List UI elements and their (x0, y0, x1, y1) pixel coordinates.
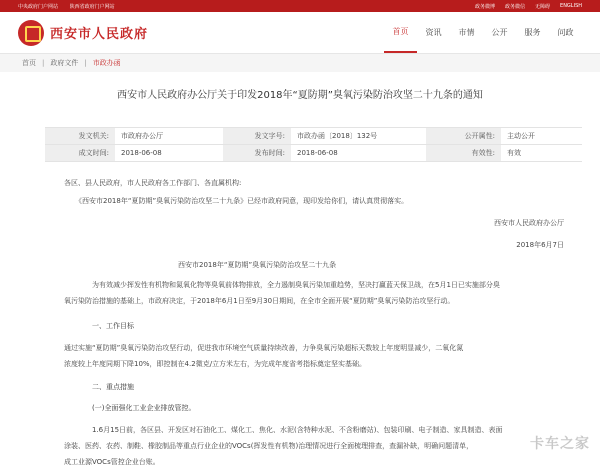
main-nav (384, 12, 582, 53)
meta-attr-label: 公开属性: (426, 128, 501, 145)
link-english[interactable]: ENGLISH (560, 2, 582, 9)
top-bar (0, 0, 600, 12)
meta-docno-label: 发文字号: (223, 128, 291, 145)
para3-line3: 成工业源VOCs管控企业台账。 (64, 458, 160, 465)
meta-published-value: 2018-06-08 (291, 145, 426, 162)
link-central-gov[interactable]: 中央政府门户网站 (18, 3, 59, 10)
para1-line2: 氧污染防治措施的基础上，市政府决定，于2018年6月1日至9月30日期间，在全市全面开展“夏防期”臭氧污染防治攻坚行动。 (64, 297, 455, 305)
para3-line1: 1.6月15日前，各区县、开发区对石油化工、煤化工、焦化、水泥(含特种水泥、不含粉磨站)、包装印刷、电子制造、家具制造、表面 (92, 426, 503, 434)
city-emblem-icon (18, 20, 44, 46)
site-logo[interactable] (18, 20, 148, 46)
nav-services[interactable]: 服务 (524, 28, 541, 37)
link-accessibility[interactable]: 无障碍 (535, 3, 551, 10)
breadcrumb-home[interactable]: 首页 (22, 59, 36, 67)
top-right-links (475, 3, 582, 10)
meta-created-value: 2018-06-08 (115, 145, 223, 162)
top-left-links (18, 3, 125, 10)
sub-title: 西安市2018年“夏防期”臭氧污染防治攻坚二十九条 (178, 261, 337, 269)
logo-text: 西安市人民政府 (50, 27, 149, 42)
meta-published-label: 发布时间: (223, 145, 291, 162)
site-watermark: 卡车之家 (530, 436, 590, 452)
notice-line: 《西安市2018年“夏防期”臭氧污染防治攻坚二十九条》已经市政府同意，现印发给你们，请认真贯彻落实。 (75, 197, 409, 205)
nav-home[interactable]: 首页 (384, 12, 417, 53)
nav-disclosure[interactable]: 公开 (491, 28, 508, 37)
para2-line1: 通过实施“夏防期”臭氧污染防治攻坚行动，促进我市环境空气质量持续改善，力争臭氧污染超标天数较上年度明显减少，二氧化氮 (64, 344, 464, 352)
section-2-title: 二、重点措施 (92, 383, 134, 391)
meta-created-label: 成文时间: (45, 145, 115, 162)
link-wechat[interactable]: 政务微信 (505, 3, 526, 10)
nav-inquiry[interactable]: 问政 (557, 28, 574, 37)
site-header (0, 12, 600, 54)
link-weibo[interactable]: 政务微博 (474, 3, 495, 10)
nav-city-info[interactable]: 市情 (458, 28, 475, 37)
meta-row (45, 128, 582, 145)
link-shaanxi-gov[interactable]: 陕西省政府门户网站 (69, 3, 115, 10)
breadcrumb-separator: | (42, 59, 45, 67)
breadcrumb-current[interactable]: 市政办函 (92, 59, 121, 67)
meta-issuer-label: 发文机关: (45, 128, 115, 145)
section-1-title: 一、工作目标 (92, 322, 134, 330)
document-meta-table (45, 127, 582, 162)
breadcrumb-separator: | (84, 59, 87, 67)
para1-line1: 为有效减少挥发性有机物和氮氧化物等臭氧前体物排放，全力遏制臭氧污染加重趋势，坚决打赢蓝天保卫战，在5月1日已实施部分臭 (92, 281, 500, 289)
signature-org: 西安市人民政府办公厅 (494, 219, 564, 227)
document-title: 西安市人民政府办公厅关于印发2018年“夏防期”臭氧污染防治攻坚二十九条的通知 (117, 90, 483, 101)
meta-docno-value: 市政办函〔2018〕132号 (291, 128, 426, 145)
para3-line2: 涂装、医药、农药、制鞋、橡胶制品等重点行业企业的VOCs(挥发性有机物)治理情况进行全面梳理排查，查漏补缺，明确问题清单， (64, 442, 474, 450)
para2-line2: 浓度较上年度同期下降10%，即控制在4.2微克/立方米左右，为完成年度省考指标奠定坚实基础。 (64, 360, 367, 368)
breadcrumb (0, 54, 600, 72)
meta-issuer-value: 市政府办公厅 (115, 128, 223, 145)
meta-validity-label: 有效性: (426, 145, 501, 162)
meta-attr-value: 主动公开 (501, 128, 582, 145)
section-2-1-title: (一)全面强化工业企业排放管控。 (92, 404, 196, 412)
salutation: 各区、县人民政府，市人民政府各工作部门、各直属机构: (64, 179, 242, 187)
meta-validity-value: 有效 (501, 145, 582, 162)
meta-row (45, 145, 582, 162)
breadcrumb-gov-docs[interactable]: 政府文件 (50, 59, 79, 67)
nav-news[interactable]: 资讯 (425, 28, 442, 37)
signature-date: 2018年6月7日 (516, 241, 564, 249)
